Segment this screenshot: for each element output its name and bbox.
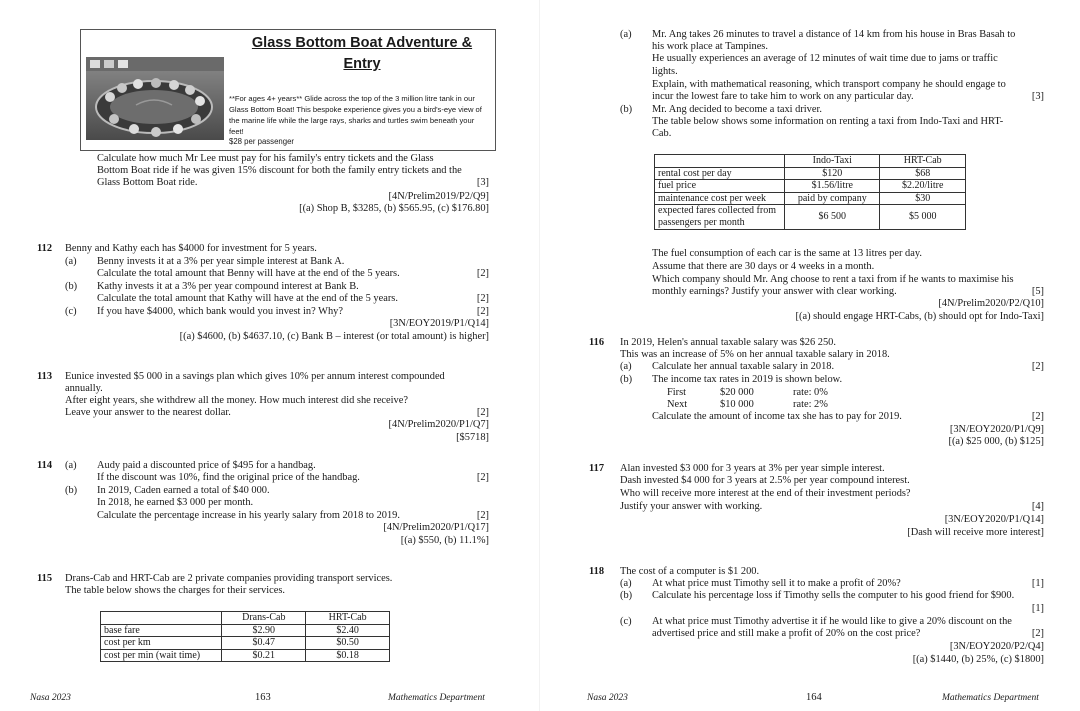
table-row [655, 192, 966, 205]
boat-tour-photo [86, 57, 224, 140]
table-cell: $2.20/litre [880, 180, 966, 193]
q112-b-text: Calculate the total amount that Kathy will have at the end of the 5 years. [97, 293, 398, 304]
question-number: 117 [589, 463, 605, 474]
table-header-cell: HRT-Cab [880, 155, 966, 168]
q113-source: [4N/Prelim2020/P1/Q7] [388, 419, 489, 430]
q118-a-marks: [1] [1031, 578, 1044, 589]
table-cell: $0.47 [222, 637, 306, 650]
q115-b-marks: [5] [1031, 286, 1044, 297]
q115-a-text: incur the lowest fare to take him to work on any particular day. [652, 91, 914, 102]
q115-a-text: lights. [652, 66, 678, 77]
table-cell: base fare [101, 624, 222, 637]
q114-b-marks: [2] [476, 510, 489, 521]
q115-answer: [(a) should engage HRT-Cabs, (b) should opt for Indo-Taxi] [795, 311, 1044, 322]
tax-band-label: Next [667, 399, 688, 410]
q116-text: This was an increase of 5% on her annual taxable salary in 2018. [620, 349, 890, 360]
part-label: (a) [620, 29, 632, 40]
tax-band-rate: rate: 2% [793, 399, 828, 410]
q115-b-text: Cab. [652, 128, 672, 139]
q113-text: Eunice invested $5 000 in a savings plan which gives 10% per annum interest compounded [65, 371, 445, 382]
part-label: (a) [65, 256, 77, 267]
q118-b-text: Calculate his percentage loss if Timothy sells the computer to his good friend for $900. [652, 590, 1015, 601]
table-cell: $6 500 [785, 205, 880, 230]
table-header-cell: Drans-Cab [222, 612, 306, 625]
q118-source: [3N/EOY2020/P2/Q4] [949, 641, 1044, 652]
footer-right: Mathematics Department [388, 693, 485, 703]
table-cell: $5 000 [880, 205, 966, 230]
q112-b-text: Kathy invests it at a 3% per year compound interest at Bank B. [97, 281, 359, 292]
table-cell: $30 [880, 192, 966, 205]
q114-b-text: In 2018, he earned $3 000 per month. [97, 497, 254, 508]
q116-source: [3N/EOY2020/P1/Q9] [949, 424, 1044, 435]
q113-marks: [2] [476, 407, 489, 418]
table-cell: $2.40 [306, 624, 390, 637]
table-row [101, 637, 390, 650]
table-cell: paid by company [785, 192, 880, 205]
ad-description: **For ages 4+ years** Glide across the top of the 3 million litre tank in our Glass Bottom Boat! This bespoke experience gives you a bird's-eye view of the marine life while the large rays, sharks and turtles swim beneath your feet! [229, 94, 482, 136]
q118-c-marks: [2] [1031, 628, 1044, 639]
table-cell: $68 [880, 167, 966, 180]
table-cell: $2.90 [222, 624, 306, 637]
q115-a-marks: [3] [1031, 91, 1044, 102]
q115-b-text: monthly earnings? Justify your answer with clear working. [652, 286, 897, 297]
q117-marks: [4] [1031, 501, 1044, 512]
table-header-cell: Indo-Taxi [785, 155, 880, 168]
q118-c-text: At what price must Timothy advertise it if he would like to give a 20% discount on the [652, 616, 1012, 627]
q116-answer: [(a) $25 000, (b) $125] [948, 436, 1044, 447]
q118-a-text: At what price must Timothy sell it to make a profit of 20%? [652, 578, 901, 589]
page-number: 163 [255, 692, 271, 703]
q118-stem: The cost of a computer is $1 200. [620, 566, 760, 577]
q115-b-text: Mr. Ang decided to become a taxi driver. [652, 104, 822, 115]
q111-text: Glass Bottom Boat ride. [97, 177, 198, 188]
table-cell: $1.56/litre [785, 180, 880, 193]
q111-source: [4N/Prelim2019/P2/Q9] [388, 191, 489, 202]
q111-text: Calculate how much Mr Lee must pay for his family's entry tickets and the Glass [97, 153, 434, 164]
q115-b-text: Which company should Mr. Ang choose to rent a taxi from if he wants to maximise his [652, 274, 1014, 285]
q117-text: Justify your answer with working. [620, 501, 763, 512]
footer-right: Mathematics Department [942, 693, 1039, 703]
q116-a-text: Calculate her annual taxable salary in 2018. [652, 361, 835, 372]
part-label: (a) [620, 361, 632, 372]
q117-text: Dash invested $4 000 for 3 years at 2.5% per year compound interest. [620, 475, 910, 486]
question-number: 112 [37, 243, 53, 254]
q118-c-text: advertised price and still make a profit of 20% on the cost price? [652, 628, 921, 639]
table-header-cell: HRT-Cab [306, 612, 390, 625]
table-cell: $0.50 [306, 637, 390, 650]
ad-title-line-1: Glass Bottom Boat Adventure & [251, 35, 473, 51]
q114-a-text: Audy paid a discounted price of $495 for a handbag. [97, 460, 316, 471]
cab-charges-table [100, 611, 390, 662]
table-row [655, 205, 966, 230]
table-cell: $0.18 [306, 649, 390, 662]
q113-text: annually. [65, 383, 103, 394]
table-cell: cost per min (wait time) [101, 649, 222, 662]
table-cell: fuel price [655, 180, 785, 193]
q112-a-marks: [2] [476, 268, 489, 279]
q111-text: Bottom Boat ride if he was given 15% discount for both the family entry tickets and the [97, 165, 462, 176]
q115-source: [4N/Prelim2020/P2/Q10] [938, 298, 1044, 309]
table-row [101, 649, 390, 662]
table-row [655, 180, 966, 193]
tax-band-amount: $20 000 [720, 387, 754, 398]
table-cell: $120 [785, 167, 880, 180]
q112-a-text: Benny invests it at a 3% per year simple interest at Bank A. [97, 256, 345, 267]
q112-source: [3N/EOY2019/P1/Q14] [389, 318, 489, 329]
q117-answer: [Dash will receive more interest] [907, 527, 1044, 538]
tax-band-amount: $10 000 [720, 399, 754, 410]
taxi-rental-table [654, 154, 966, 230]
q115-b-text: Assume that there are 30 days or 4 weeks in a month. [652, 261, 875, 272]
table-cell: rental cost per day [655, 167, 785, 180]
ad-price: $28 per passenger [229, 137, 295, 146]
q115-a-text: He usually experiences an average of 12 minutes of wait time due to jams or traffic [652, 53, 998, 64]
part-label: (b) [65, 485, 78, 496]
q116-a-marks: [2] [1031, 361, 1044, 372]
part-label: (a) [65, 460, 77, 471]
table-row [101, 624, 390, 637]
q115-a-text: his work place at Tampines. [652, 41, 768, 52]
q115-a-text: Explain, with mathematical reasoning, which transport company he should engage to [652, 79, 1006, 90]
part-label: (a) [620, 578, 632, 589]
footer-left: Nasa 2023 [587, 693, 628, 703]
q114-answer: [(a) $550, (b) 11.1%] [400, 535, 489, 546]
question-number: 114 [37, 460, 53, 471]
q112-stem: Benny and Kathy each has $4000 for investment for 5 years. [65, 243, 317, 254]
glass-bottom-boat-advertisement [80, 29, 496, 151]
ad-title-line-2: Entry [343, 56, 381, 72]
part-label: (b) [65, 281, 78, 292]
q114-b-text: Calculate the percentage increase in his yearly salary from 2018 to 2019. [97, 510, 400, 521]
q113-text: Leave your answer to the nearest dollar. [65, 407, 231, 418]
table-header-row [655, 155, 966, 168]
q115-b-text: The fuel consumption of each car is the same at 13 litres per day. [652, 248, 922, 259]
q118-answer: [(a) $1440, (b) 25%, (c) $1800] [912, 654, 1044, 665]
q118-b-marks: [1] [1031, 603, 1044, 614]
table-cell: expected fares collected from passengers per month [655, 205, 785, 230]
q115-text: The table below shows the charges for their services. [65, 585, 285, 596]
footer-left: Nasa 2023 [30, 693, 71, 703]
table-row [655, 167, 966, 180]
q114-source: [4N/Prelim2020/P1/Q17] [383, 522, 489, 533]
tax-band-rate: rate: 0% [793, 387, 828, 398]
q112-b-marks: [2] [476, 293, 489, 304]
q112-c-marks: [2] [476, 306, 489, 317]
q115-text: Drans-Cab and HRT-Cab are 2 private companies providing transport services. [65, 573, 393, 584]
part-label: (b) [620, 590, 633, 601]
q112-a-text: Calculate the total amount that Benny will have at the end of the 5 years. [97, 268, 400, 279]
q113-answer: [$5718] [456, 432, 489, 443]
part-label: (c) [65, 306, 77, 317]
question-number: 115 [37, 573, 53, 584]
table-cell [101, 612, 222, 625]
table-header-row [101, 612, 390, 625]
q116-b-marks: [2] [1031, 411, 1044, 422]
table-cell [655, 155, 785, 168]
tax-band-label: First [667, 387, 687, 398]
q117-source: [3N/EOY2020/P1/Q14] [944, 514, 1044, 525]
q111-marks: [3] [476, 177, 489, 188]
q117-text: Alan invested $3 000 for 3 years at 3% per year simple interest. [620, 463, 885, 474]
table-cell: cost per km [101, 637, 222, 650]
q112-answer: [(a) $4600, (b) $4637.10, (c) Bank B – interest (or total amount) is higher] [179, 331, 489, 342]
q113-text: After eight years, she withdrew all the money. How much interest did she receive? [65, 395, 408, 406]
question-number: 116 [589, 337, 605, 348]
q116-text: In 2019, Helen's annual taxable salary was $26 250. [620, 337, 836, 348]
table-cell: maintenance cost per week [655, 192, 785, 205]
q111-answer: [(a) Shop B, $3285, (b) $565.95, (c) $176.80] [299, 203, 489, 214]
question-number: 118 [589, 566, 605, 577]
q116-b-text: The income tax rates in 2019 is shown below. [652, 374, 843, 385]
q115-b-text: The table below shows some information on renting a taxi from Indo-Taxi and HRT- [652, 116, 1004, 127]
q116-b-text: Calculate the amount of income tax she has to pay for 2019. [652, 411, 902, 422]
q114-b-text: In 2019, Caden earned a total of $40 000. [97, 485, 270, 496]
q117-text: Who will receive more interest at the end of their investment periods? [620, 488, 911, 499]
q112-c-text: If you have $4000, which bank would you invest in? Why? [97, 306, 343, 317]
q115-a-text: Mr. Ang takes 26 minutes to travel a distance of 14 km from his house in Bras Basah to [652, 29, 1016, 40]
question-number: 113 [37, 371, 53, 382]
part-label: (b) [620, 374, 633, 385]
part-label: (c) [620, 616, 632, 627]
page-gutter [539, 0, 540, 711]
page-number: 164 [806, 692, 822, 703]
q114-a-marks: [2] [476, 472, 489, 483]
part-label: (b) [620, 104, 633, 115]
q114-a-text: If the discount was 10%, find the original price of the handbag. [97, 472, 360, 483]
table-cell: $0.21 [222, 649, 306, 662]
